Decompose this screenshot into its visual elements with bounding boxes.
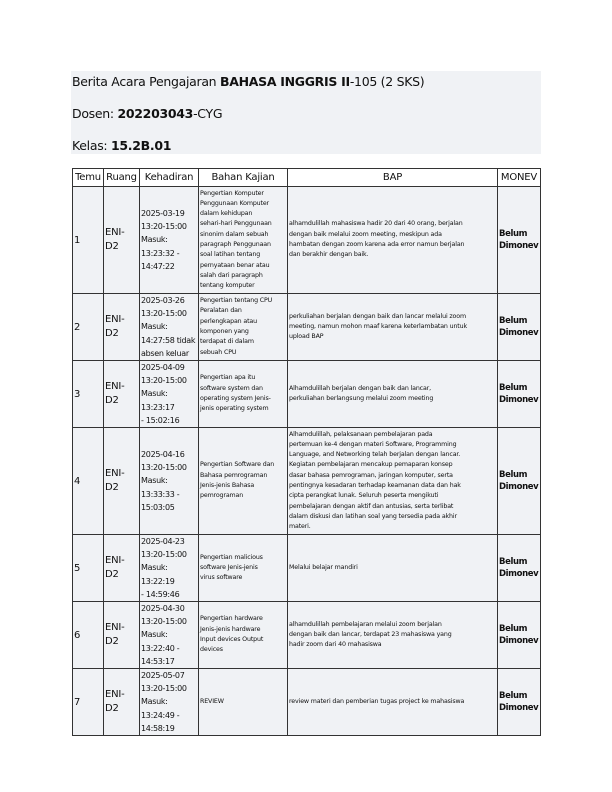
table-row — [73, 669, 541, 736]
table-row — [73, 187, 541, 294]
cell-kehadiran — [140, 428, 199, 535]
cell-ruang — [104, 294, 140, 361]
cell-bap — [288, 294, 498, 361]
table-row — [73, 535, 541, 602]
bahan-line: virus software — [200, 574, 243, 582]
ruang-line: ENI- — [105, 314, 125, 325]
bap-line: pertemuan ke-4 dengan materi Software, Programming — [289, 440, 457, 448]
kehadiran-line: 2025-03-19 — [141, 208, 185, 218]
ruang-line: D2 — [105, 395, 119, 407]
monev-line: Dimonev — [499, 636, 539, 647]
ruang-line: ENI- — [105, 622, 125, 634]
kehadiran-line: 13:20-15:00 — [141, 550, 187, 560]
kehadiran-line: 13:20-15:00 — [141, 463, 187, 473]
cell-temu: 6 — [73, 602, 104, 669]
ruang-line: D2 — [105, 328, 119, 339]
kehadiran-line: Masuk: — [141, 235, 168, 245]
kehadiran-line: 15:03:05 — [141, 502, 175, 512]
cell-kehadiran — [140, 187, 199, 294]
cell-kehadiran — [140, 535, 199, 602]
bap-line: meeting, namun mohon maaf karena keterlambatan untuk — [289, 322, 467, 330]
bap-line: upload BAP — [289, 333, 324, 341]
column-header-bap: BAP — [288, 169, 498, 187]
ruang-line: ENI- — [105, 689, 125, 701]
bahan-line: salah dari paragraph — [200, 271, 263, 279]
bahan-line: Input devices Output — [200, 636, 264, 644]
bahan-line: Jenis-jenis hardware — [200, 625, 261, 633]
bahan-line: Penggunaan Komputer — [200, 199, 269, 207]
class-label: Kelas: — [72, 138, 111, 153]
bahan-line: tentang komputer — [200, 282, 255, 290]
monev-line: Dimonev — [499, 241, 539, 251]
document-header — [71, 71, 541, 154]
cell-bahan-kajian — [199, 428, 288, 535]
cell-bahan-kajian — [199, 294, 288, 361]
kehadiran-line: 13:20-15:00 — [141, 222, 187, 232]
cell-bahan-kajian — [199, 187, 288, 294]
kehadiran-line: 2025-05-07 — [141, 671, 185, 681]
lecturer-code: -CYG — [193, 106, 223, 121]
cell-kehadiran — [140, 361, 199, 428]
cell-monev — [498, 669, 541, 736]
cell-temu: 3 — [73, 361, 104, 428]
cell-bap — [288, 669, 498, 736]
column-header-temu: Temu — [73, 169, 104, 187]
monev-line: Belum — [499, 557, 528, 568]
cell-monev — [498, 361, 541, 428]
kehadiran-line: 14:27:58 tidak — [141, 335, 196, 345]
kehadiran-line: 2025-04-16 — [141, 450, 185, 460]
cell-kehadiran — [140, 294, 199, 361]
kehadiran-line: - 15:02:16 — [141, 415, 180, 425]
kehadiran-line: 2025-04-23 — [141, 537, 185, 547]
monev-line: Belum — [499, 229, 528, 239]
cell-ruang — [104, 361, 140, 428]
bap-line: Alhamdulillah, pelaksanaan pembelajaran pada — [289, 430, 433, 438]
bahan-line: perlengkapan atau — [200, 317, 257, 325]
kehadiran-line: 2025-03-26 — [141, 296, 185, 305]
bahan-line: sehari-hari Penggunaan — [200, 220, 272, 228]
course-code: -105 (2 SKS) — [349, 74, 425, 89]
column-header-ruang: Ruang — [104, 169, 140, 187]
cell-monev — [498, 294, 541, 361]
ruang-line: ENI- — [105, 227, 125, 238]
bahan-line: sebuah CPU — [200, 348, 237, 356]
bahan-line: Pengertian malicious — [200, 553, 263, 561]
monev-line: Belum — [499, 624, 528, 635]
kehadiran-line: 13:20-15:00 — [141, 376, 187, 386]
kehadiran-line: Masuk: — [141, 322, 168, 332]
cell-temu: 1 — [73, 187, 104, 294]
kehadiran-line: 2025-04-09 — [141, 363, 185, 373]
cell-temu: 7 — [73, 669, 104, 736]
cell-ruang — [104, 187, 140, 294]
cell-monev — [498, 428, 541, 535]
bap-line: alhamdulillah mahasiswa hadir 20 dari 40 orang, berjalan — [289, 220, 463, 228]
bahan-line: Pengertian tentang CPU — [200, 297, 273, 305]
cell-monev — [498, 535, 541, 602]
bahan-line: Pengertian Komputer — [200, 189, 264, 197]
cell-bap — [288, 535, 498, 602]
cell-kehadiran — [140, 602, 199, 669]
bahan-line: operating system Jenis- — [200, 395, 271, 403]
bahan-line: dalam kehidupan — [200, 210, 253, 218]
monev-line: Belum — [499, 470, 528, 481]
kehadiran-line: 14:58:19 — [141, 723, 175, 733]
bap-line: pentingnya kesadaran terhadap keamanan data dan hak — [289, 482, 461, 490]
bahan-line: devices — [200, 646, 223, 654]
lecturer-id: 202203043 — [117, 106, 194, 121]
bahan-line: software system dan — [200, 384, 263, 392]
bap-line: dan berakhir dengan baik. — [289, 251, 369, 259]
bap-line: Kegiatan pembelajaran mencakup pemaparan konsep — [289, 461, 453, 469]
bap-line: pembelajaran dengan aktif dan antusias, serta terlibat — [289, 502, 454, 510]
kehadiran-line: 13:23:32 - — [141, 248, 180, 258]
teaching-report-table — [72, 168, 541, 736]
cell-temu: 5 — [73, 535, 104, 602]
cell-ruang — [104, 669, 140, 736]
cell-monev — [498, 602, 541, 669]
ruang-line: ENI- — [105, 555, 125, 567]
column-header-monev: MONEV — [498, 169, 541, 187]
kehadiran-line: 13:33:33 - — [141, 489, 180, 499]
bap-line: perkuliahan berjalan dengan baik dan lancar melalui zoom — [289, 312, 466, 320]
bahan-line: Peralatan dan — [200, 307, 242, 315]
cell-bap — [288, 361, 498, 428]
cell-monev — [498, 187, 541, 294]
monev-line: Dimonev — [499, 703, 539, 714]
kehadiran-line: Masuk: — [141, 476, 168, 486]
cell-temu: 4 — [73, 428, 104, 535]
bap-line: Melalui belajar mandiri — [289, 563, 358, 571]
kehadiran-line: 13:22:40 - — [141, 643, 180, 653]
kehadiran-line: 14:53:17 — [141, 656, 175, 666]
course-title-prefix: Berita Acara Pengajaran — [72, 74, 220, 89]
bahan-line: Pengertian hardware — [200, 615, 263, 623]
class-code: 15.2B.01 — [111, 138, 172, 153]
cell-bap — [288, 428, 498, 535]
monev-line: Dimonev — [499, 569, 539, 580]
bahan-line: REVIEW — [200, 697, 224, 705]
bahan-line: Pengertian apa itu — [200, 374, 256, 382]
bap-line: hambatan dengan zoom karena ada error namun berjalan — [289, 241, 465, 248]
ruang-line: D2 — [105, 482, 119, 494]
cell-kehadiran — [140, 669, 199, 736]
cell-ruang — [104, 535, 140, 602]
column-header-bahan-kajian: Bahan Kajian — [199, 169, 288, 187]
column-header-kehadiran: Kehadiran — [140, 169, 199, 187]
bahan-line: komponen yang — [200, 328, 249, 335]
class-line — [72, 138, 171, 153]
kehadiran-line: Masuk: 13:23:17 — [141, 389, 175, 412]
kehadiran-line: absen keluar — [141, 348, 189, 358]
kehadiran-line: 13:20-15:00 — [141, 684, 187, 694]
cell-ruang — [104, 428, 140, 535]
ruang-line: D2 — [105, 569, 119, 581]
bahan-line: sinonim dalam sebuah — [200, 230, 269, 238]
kehadiran-line: 14:47:22 — [141, 261, 175, 271]
bap-line: Language, and Networking telah berjalan dengan lancar. — [289, 451, 461, 459]
ruang-line: ENI- — [105, 468, 125, 480]
bahan-line: terdapat di dalam — [200, 338, 254, 346]
bap-line: dengan baik melalui zoom meeting, meskipun ada — [289, 230, 442, 238]
monev-line: Belum — [499, 316, 528, 326]
kehadiran-line: 13:20-15:00 — [141, 617, 187, 627]
kehadiran-line: Masuk: — [141, 630, 168, 640]
monev-line: Dimonev — [499, 328, 539, 338]
bahan-line: paragraph Penggunaan — [200, 241, 271, 248]
cell-bahan-kajian — [199, 602, 288, 669]
cell-temu: 2 — [73, 294, 104, 361]
bap-line: dalam diskusi dan latihan soal yang tersedia pada akhir — [289, 512, 457, 520]
lecturer-label: Dosen: — [72, 106, 118, 121]
kehadiran-line: - 14:59:46 — [141, 589, 180, 599]
lecturer-line — [72, 106, 222, 121]
kehadiran-line: 2025-04-30 — [141, 604, 185, 614]
bahan-line: pemrograman — [200, 492, 244, 500]
ruang-line: ENI- — [105, 381, 125, 393]
bahan-line: soal latihan tentang — [200, 251, 261, 259]
bap-line: materi. — [289, 523, 311, 531]
kehadiran-line: 13:24:49 - — [141, 710, 180, 720]
bap-line: dasar bahasa pemrograman, jaringan komputer, serta — [289, 471, 453, 479]
bap-line: review materi dan pemberian tugas project ke mahasiswa — [289, 697, 465, 705]
bap-line: hadir zoom dari 40 mahasiswa — [289, 641, 382, 649]
kehadiran-line: Masuk: 13:22:19 — [141, 563, 175, 586]
bahan-line: jenis operating system — [200, 405, 269, 413]
cell-bahan-kajian — [199, 535, 288, 602]
kehadiran-line: Masuk: — [141, 697, 168, 707]
bap-line: perkuliahan berlangsung melalui zoom meeting — [289, 395, 434, 403]
table-row — [73, 294, 541, 361]
cell-bahan-kajian — [199, 669, 288, 736]
cell-bap — [288, 187, 498, 294]
monev-line: Dimonev — [499, 482, 539, 493]
bap-line: cipta perangkat lunak. Seluruh peserta mengikuti — [289, 492, 439, 500]
bap-line: dengan baik dan lancar, terdapat 23 mahasiswa yang — [289, 630, 452, 638]
bap-line: alhamdulillah pembelajaran melalui zoom berjalan — [289, 620, 442, 628]
bahan-line: Bahasa pemrograman — [200, 471, 268, 479]
table-body — [73, 187, 541, 736]
cell-ruang — [104, 602, 140, 669]
course-title — [72, 74, 424, 89]
bahan-line: software Jenis-jenis — [200, 563, 258, 571]
kehadiran-line: 13:20-15:00 — [141, 309, 187, 319]
monev-line: Belum — [499, 691, 528, 702]
ruang-line: D2 — [105, 703, 119, 715]
bahan-line: pernyataan benar atau — [200, 261, 270, 269]
bahan-line: Jenis-jenis Bahasa — [200, 482, 255, 490]
cell-bahan-kajian — [199, 361, 288, 428]
ruang-line: D2 — [105, 241, 119, 252]
bahan-line: Pengertian Software dan — [200, 461, 275, 469]
ruang-line: D2 — [105, 636, 119, 648]
course-name: BAHASA INGGRIS II — [219, 74, 350, 89]
table-header-row — [73, 169, 541, 187]
table-row — [73, 361, 541, 428]
table-row — [73, 428, 541, 535]
cell-bap — [288, 602, 498, 669]
bap-line: Alhamdulillah berjalan dengan baik dan lancar, — [289, 384, 431, 392]
table-row — [73, 602, 541, 669]
monev-line: Belum — [499, 383, 528, 394]
monev-line: Dimonev — [499, 395, 539, 406]
